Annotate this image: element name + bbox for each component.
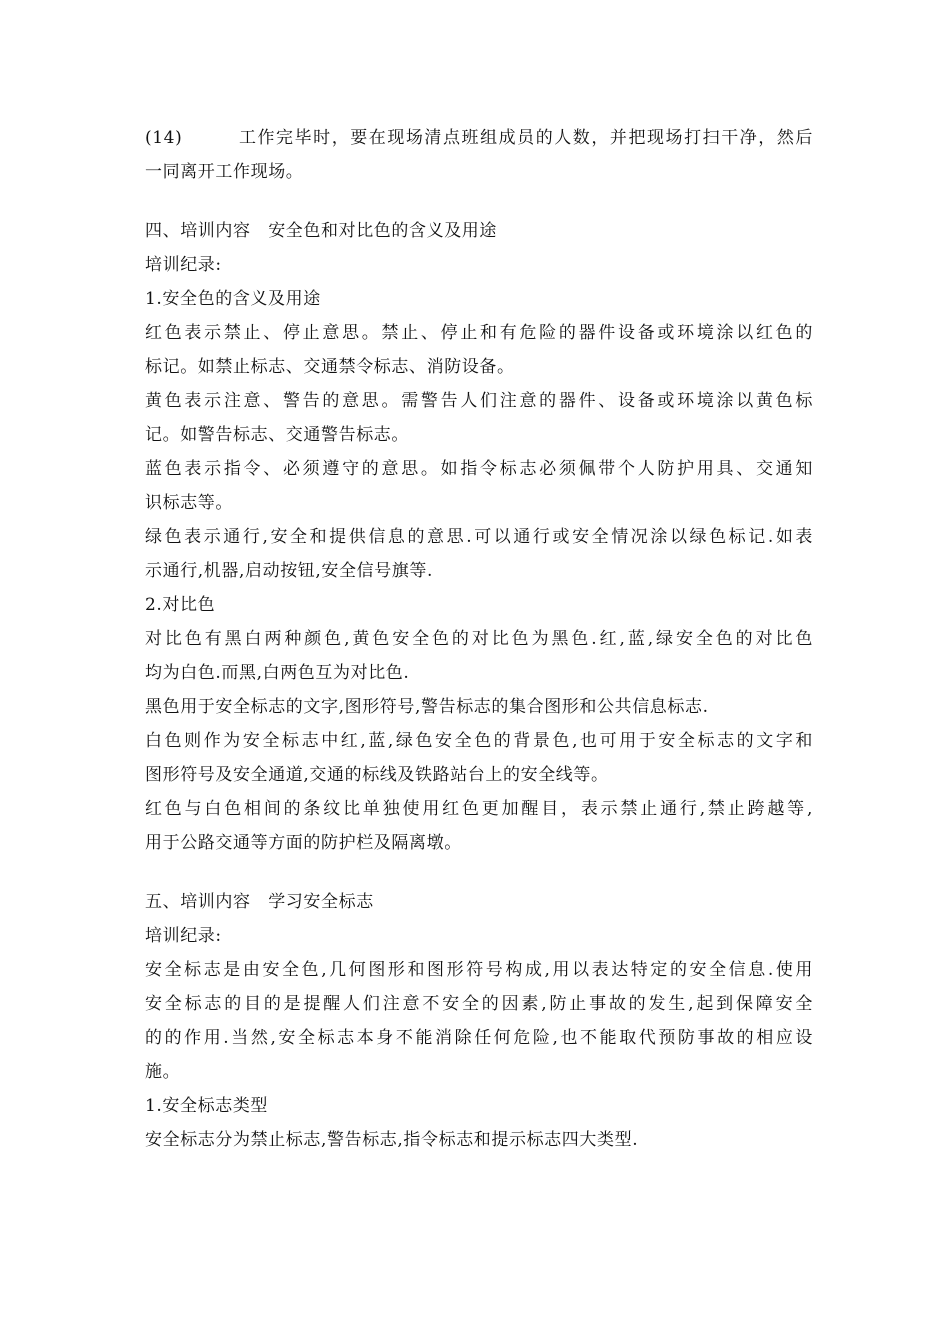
sign-paragraph-line-1: 安全标志是由安全色,几何图形和图形符号构成,用以表达特定的安全信息.使用	[145, 960, 813, 980]
section-5-subheading-1: 1.安全标志类型	[145, 1096, 269, 1116]
section-4-subheading-1: 1.安全色的含义及用途	[145, 289, 321, 309]
sign-types-line: 安全标志分为禁止标志,警告标志,指令标志和提示标志四大类型.	[145, 1130, 639, 1150]
spacer	[145, 860, 813, 885]
white-paragraph-line-2: 图形符号及安全通道,交通的标线及铁路站台上的安全线等。	[145, 765, 609, 785]
red-paragraph-line-1: 红色表示禁止、停止意思。禁止、停止和有危险的器件设备或环境涂以红色的	[145, 323, 813, 343]
yellow-paragraph-line-1: 黄色表示注意、警告的意思。需警告人们注意的器件、设备或环境涂以黄色标	[145, 391, 813, 411]
section-4-heading: 四、培训内容 安全色和对比色的含义及用途	[145, 221, 497, 241]
section-5-heading: 五、培训内容 学习安全标志	[145, 892, 374, 912]
green-paragraph-line-1: 绿色表示通行,安全和提供信息的意思.可以通行或安全情况涂以绿色标记.如表	[145, 527, 813, 547]
item-14-number: (14)	[145, 128, 183, 148]
section-4-subheading-2: 2.对比色	[145, 595, 216, 615]
contrast-paragraph-line-1: 对比色有黑白两种颜色,黄色安全色的对比色为黑色.红,蓝,绿安全色的对比色	[145, 629, 813, 649]
blue-paragraph-line-1: 蓝色表示指令、必须遵守的意思。如指令标志必须佩带个人防护用具、交通知	[145, 459, 813, 479]
green-paragraph-line-2: 示通行,机器,启动按钮,安全信号旗等.	[145, 561, 434, 581]
stripe-paragraph-line-1: 红色与白色相间的条纹比单独使用红色更加醒目，表示禁止通行,禁止跨越等,	[145, 799, 813, 819]
spacer	[145, 189, 813, 214]
blue-paragraph-line-2: 识标志等。	[145, 493, 233, 513]
white-paragraph-line-1: 白色则作为安全标志中红,蓝,绿色安全色的背景色,也可用于安全标志的文字和	[145, 731, 813, 751]
sign-paragraph-line-3: 的的作用.当然,安全标志本身不能消除任何危险,也不能取代预防事故的相应设	[145, 1028, 813, 1048]
contrast-paragraph-line-2: 均为白色.而黑,白两色互为对比色.	[145, 663, 410, 683]
section-4-record-label: 培训纪录:	[145, 255, 222, 275]
stripe-paragraph-line-2: 用于公路交通等方面的防护栏及隔离墩。	[145, 833, 462, 853]
section-5-record-label: 培训纪录:	[145, 926, 222, 946]
item-14-line-2: 一同离开工作现场。	[145, 162, 304, 182]
sign-paragraph-line-4: 施。	[145, 1062, 181, 1082]
item-14-line-1	[145, 121, 813, 155]
yellow-paragraph-line-2: 记。如警告标志、交通警告标志。	[145, 425, 409, 445]
red-paragraph-line-2: 标记。如禁止标志、交通禁令标志、消防设备。	[145, 357, 515, 377]
sign-paragraph-line-2: 安全标志的目的是提醒人们注意不安全的因素,防止事故的发生,起到保障安全	[145, 994, 813, 1014]
document-page	[145, 121, 813, 1157]
item-14-text: 工作完毕时，要在现场清点班组成员的人数，并把现场打扫干净，然后	[238, 128, 813, 148]
black-paragraph-line-1: 黑色用于安全标志的文字,图形符号,警告标志的集合图形和公共信息标志.	[145, 697, 709, 717]
